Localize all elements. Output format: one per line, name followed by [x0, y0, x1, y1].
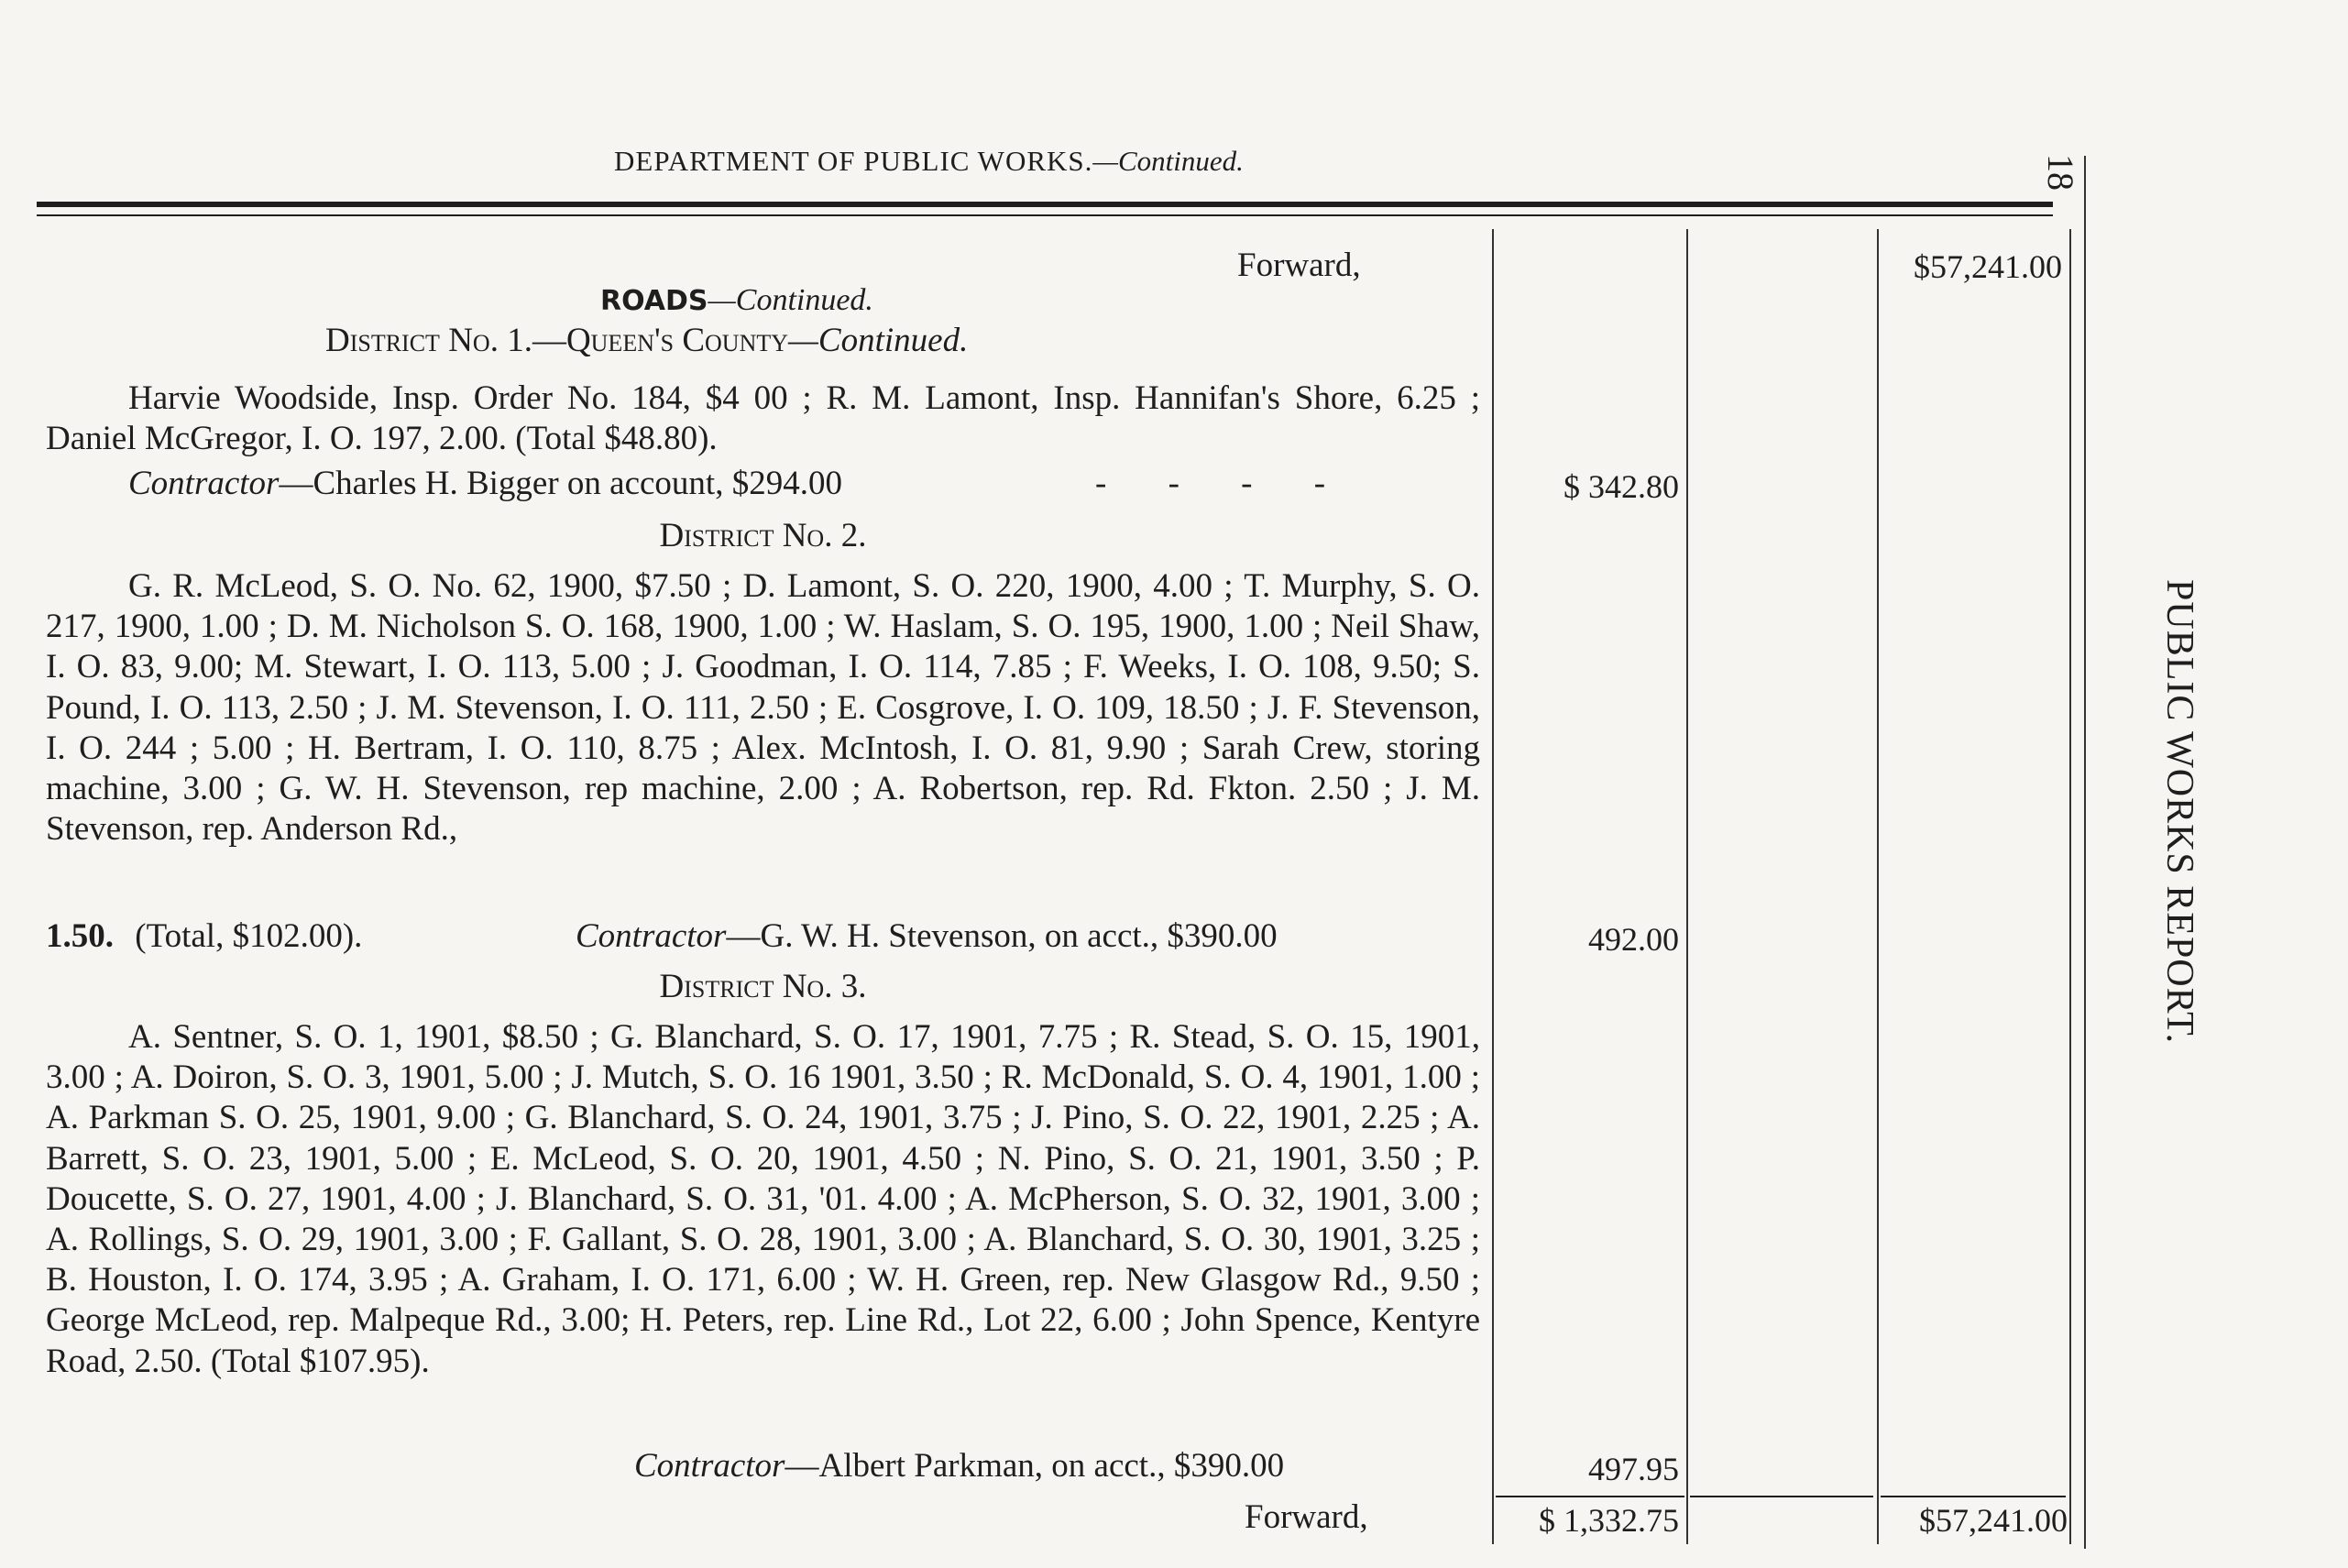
district-1-heading [325, 321, 968, 361]
total-rule-col1 [1496, 1496, 1684, 1497]
district-2-total: (Total, $102.00). [135, 917, 363, 955]
contractor-text-2: —G. W. H. Stevenson, on acct., $390.00 [726, 917, 1278, 955]
header-rule-thin [37, 214, 2053, 216]
contractor-label-3: Contractor [634, 1447, 785, 1485]
total-rule-col3 [1881, 1496, 2066, 1497]
department-title: DEPARTMENT OF PUBLIC WORKS. [614, 145, 1093, 177]
header-continued: —Continued. [1092, 145, 1244, 177]
column-rule-2 [1686, 229, 1688, 1544]
contractor-text-1: —Charles H. Bigger on account, $294.00 [279, 465, 842, 502]
district-3-amount: 497.95 [1588, 1451, 1679, 1487]
district-2-contractor [576, 916, 1278, 957]
district-1-continued: —Continued. [788, 322, 969, 359]
forward-label-top: Forward, [1237, 247, 1361, 284]
district-1-amount: $ 342.80 [1564, 468, 1679, 505]
district-1-title: District No. 1.—Queen's County [325, 322, 789, 359]
district-2-entries: G. R. McLeod, S. O. No. 62, 1900, $7.50 ; D. Lamont, S. O. 220, 1900, 4.00 ; T. Murphy, S. O. 217, 1900, 1.00 ; D. M. Nicholson S. O. 168, 1900, 1.00 ; W. Haslam, S. O. 195, 1900, 1.00 ; Neil Shaw, I. O. 83, 9.00; M. Stewart, I. O. 113, 5.00 ; J. Goodman, I. O. 114, 7.85 ; F. Weeks, I. O. 108, 9.50; S. Pound, I. O. 113, 2.50 ; J. M. Stevenson, I. O. 111, 2.50 ; E. Cosgrove, I. O. 109, 18.50 ; J. F. Stevenson, I. O. 244 ; 5.00 ; H. Bertram, I. O. 110, 8.75 ; Alex. McIntosh, I. O. 81, 9.90 ; Sarah Crew, storing machine, 3.00 ; G. W. H. Stevenson, rep machine, 2.00 ; A. Robertson, rep. Rd. Fkton. 2.50 ; J. M. Stevenson, rep. Anderson Rd., [46, 567, 1480, 849]
contractor-label-1: Contractor [128, 465, 280, 502]
district-2-last-line [46, 916, 362, 957]
roads-title: ROADS [600, 285, 708, 317]
district-1-contractor [128, 464, 842, 504]
roads-heading [600, 280, 873, 321]
forward-amount-top: $57,241.00 [1914, 248, 2062, 285]
roads-continued: —Continued. [708, 283, 873, 317]
running-header [614, 145, 1494, 178]
contractor-text-3: —Albert Parkman, on acct., $390.00 [784, 1447, 1285, 1485]
district-2-amount: 492.00 [1588, 921, 1679, 958]
district-3-heading: District No. 3. [659, 968, 867, 1005]
forward-label-bottom: Forward, [1245, 1498, 1368, 1536]
page-number: 18 [2040, 154, 2081, 191]
district-3-contractor [634, 1446, 1284, 1486]
forward-amount-col3: $57,241.00 [1919, 1502, 2068, 1539]
contractor-label-2: Contractor [576, 917, 727, 955]
total-rule-col2 [1690, 1496, 1873, 1497]
column-rule-3 [1877, 229, 1879, 1544]
district-1-entries: Harvie Woodside, Insp. Order No. 184, $4 00 ; R. M. Lamont, Insp. Hannifan's Shore, 6.25 ; Daniel McGregor, I. O. 197, 2.00. (Total $48.80). [46, 379, 1480, 458]
margin-rule [2084, 156, 2086, 1549]
side-running-title: PUBLIC WORKS REPORT. [2158, 579, 2200, 1045]
district-2-last-value: 1.50. [46, 917, 114, 955]
district-3-entries: A. Sentner, S. O. 1, 1901, $8.50 ; G. Blanchard, S. O. 17, 1901, 7.75 ; R. Stead, S. O. 15, 1901, 3.00 ; A. Doiron, S. O. 3, 1901, 5.00 ; J. Mutch, S. O. 16 1901, 3.50 ; R. McDonald, S. O. 4, 1901, 1.00 ; A. Parkman S. O. 25, 1901, 9.00 ; G. Blanchard, S. O. 24, 1901, 3.75 ; J. Pino, S. O. 22, 1901, 2.25 ; A. Barrett, S. O. 23, 1901, 5.00 ; E. McLeod, S. O. 20, 1901, 4.50 ; N. Pino, S. O. 21, 1901, 3.50 ; P. Doucette, S. O. 27, 1901, 4.00 ; J. Blanchard, S. O. 31, '01. 4.00 ; A. McPherson, S. O. 32, 1901, 3.00 ; A. Rollings, S. O. 29, 1901, 3.00 ; F. Gallant, S. O. 28, 1901, 3.00 ; A. Blanchard, S. O. 30, 1901, 3.25 ; B. Houston, I. O. 174, 3.95 ; A. Graham, I. O. 171, 6.00 ; W. H. Green, rep. New Glasgow Rd., 9.50 ; George McLeod, rep. Malpeque Rd., 3.00; H. Peters, rep. Line Rd., Lot 22, 6.00 ; John Spence, Kentyre Road, 2.50. (Total $107.95). [46, 1018, 1480, 1380]
forward-amount-col1: $ 1,332.75 [1539, 1502, 1679, 1539]
column-rule-4 [2069, 229, 2071, 1544]
district-2-heading: District No. 2. [659, 517, 867, 554]
column-rule-1 [1492, 229, 1494, 1544]
header-rule-thick [37, 202, 2053, 207]
district-1-dashes: - - - - [1095, 465, 1326, 502]
